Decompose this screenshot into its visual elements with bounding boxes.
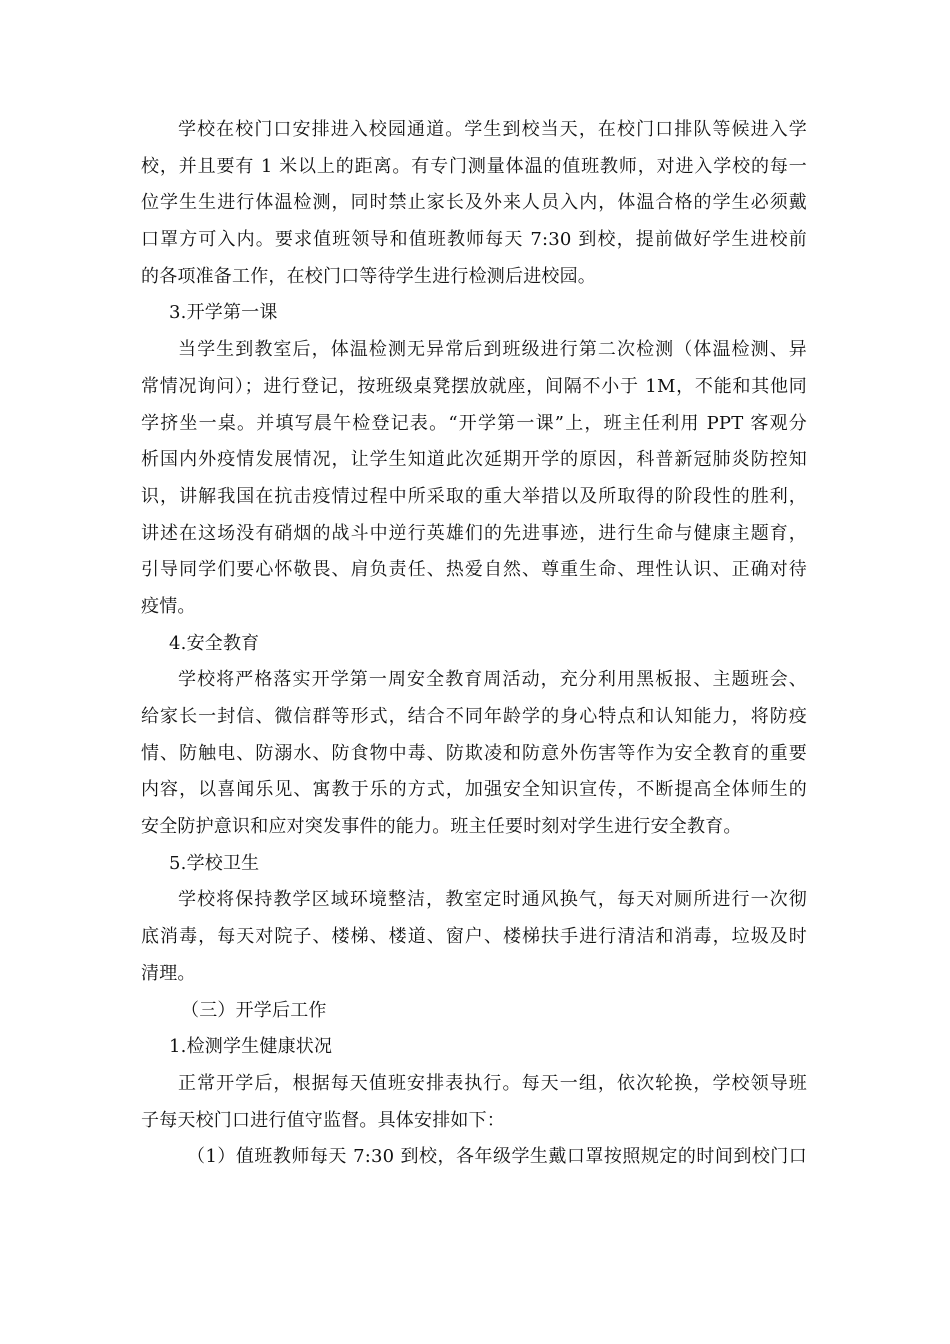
- text-line: 学校将严格落实开学第一周安全教育周活动，充分利用黑板报、主题班会、: [178, 669, 807, 691]
- text-line: 的各项准备工作，在校门口等待学生进行检测后进校园。: [141, 265, 596, 287]
- text-line: 底消毒，每天对院子、楼梯、楼道、窗户、楼梯扶手进行清洁和消毒，垃圾及时: [141, 926, 807, 948]
- text-line: 学校在校门口安排进入校园通道。学生到校当天，在校门口排队等候进入学: [178, 119, 807, 140]
- text-line: 疫情。: [141, 595, 196, 617]
- document-body: [141, 112, 807, 1176]
- text-line: 学挤坐一桌。并填写晨午检登记表。“开学第一课”上，班主任利用 PPT 客观分: [141, 412, 807, 434]
- text-line: 位学生生进行体温检测，同时禁止家长及外来人员入内，体温合格的学生必须戴: [141, 192, 807, 214]
- text-line: 校，并且要有 1 米以上的距离。有专门测量体温的值班教师，对进入学校的每一: [141, 155, 807, 177]
- text-line: 正常开学后，根据每天值班安排表执行。每天一组，依次轮换，学校领导班: [178, 1072, 807, 1094]
- text-line: 清理。: [141, 962, 196, 984]
- text-line: 4.安全教育: [169, 632, 260, 654]
- text-line: 析国内外疫情发展情况，让学生知道此次延期开学的原因，科普新冠肺炎防控知: [141, 449, 807, 471]
- text-line: 当学生到教室后，体温检测无异常后到班级进行第二次检测（体温检测、异: [178, 339, 807, 361]
- text-line: 子每天校门口进行值守监督。具体安排如下：: [141, 1109, 505, 1131]
- text-line: 5.学校卫生: [169, 852, 260, 874]
- text-line: 安全防护意识和应对突发事件的能力。班主任要时刻对学生进行安全教育。: [141, 816, 742, 838]
- text-line: 内容，以喜闻乐见、寓教于乐的方式，加强安全知识宣传，不断提高全体师生的: [141, 779, 807, 801]
- text-line: （三）开学后工作: [181, 999, 327, 1021]
- text-line: 讲述在这场没有硝烟的战斗中逆行英雄们的先进事迹，进行生命与健康主题育，: [141, 522, 807, 544]
- text-line: （1）值班教师每天 7:30 到校，各年级学生戴口罩按照规定的时间到校门口: [187, 1146, 807, 1168]
- text-line: 识，讲解我国在抗击疫情过程中所采取的重大举措以及所取得的阶段性的胜利，: [141, 485, 807, 507]
- text-line: 1.检测学生健康状况: [169, 1036, 333, 1058]
- text-line: 学校将保持教学区域环境整洁，教室定时通风换气，每天对厕所进行一次彻: [178, 889, 807, 911]
- text-line: 引导同学们要心怀敬畏、肩负责任、热爱自然、尊重生命、理性认识、正确对待: [141, 559, 807, 581]
- text-line: 给家长一封信、微信群等形式，结合不同年龄学的身心特点和认知能力，将防疫: [141, 706, 807, 727]
- text-line: 口罩方可入内。要求值班领导和值班教师每天 7:30 到校，提前做好学生进校前: [141, 229, 807, 251]
- text-line: 情、防触电、防溺水、防食物中毒、防欺凌和防意外伤害等作为安全教育的重要: [141, 742, 807, 764]
- text-line: 常情况询问）；进行登记，按班级桌凳摆放就座，间隔不小于 1M，不能和其他同: [141, 375, 807, 397]
- text-line: 3.开学第一课: [169, 302, 278, 324]
